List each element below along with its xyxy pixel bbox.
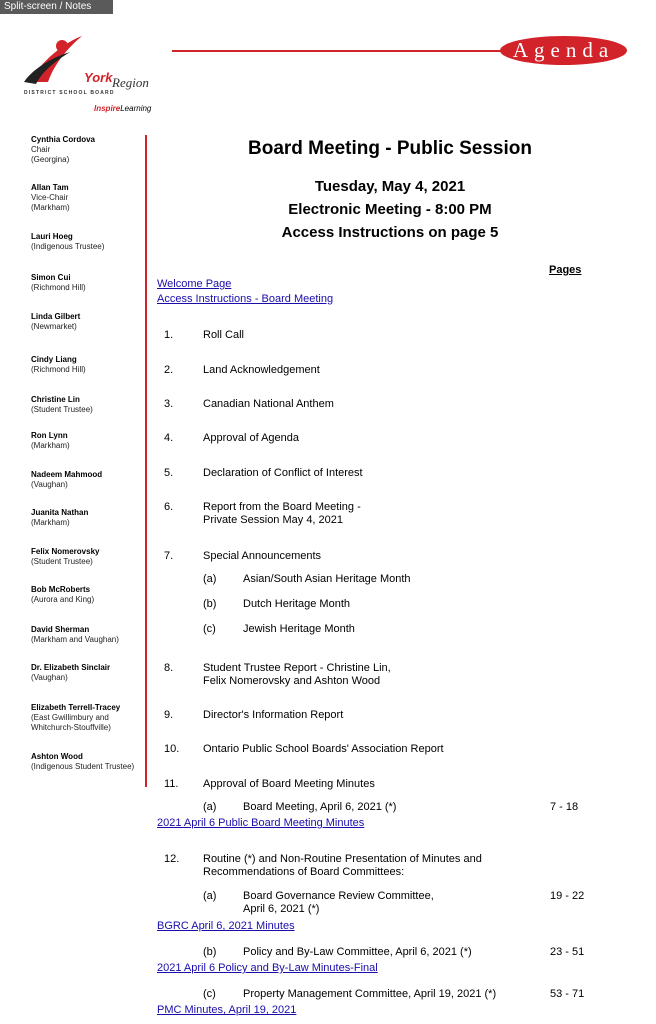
trustee-entry [31, 273, 143, 293]
trustee-name: Christine Lin [31, 395, 80, 404]
york-region-logo [20, 32, 170, 122]
meeting-type: Electronic Meeting - 8:00 PM [288, 201, 492, 218]
bgrc-minutes-link[interactable]: BGRC April 6, 2021 Minutes [157, 920, 295, 932]
agenda-item-number: 3. [164, 398, 174, 410]
trustee-entry [31, 752, 143, 772]
trustee-entry [31, 625, 143, 645]
agenda-item-text: Canadian National Anthem [203, 398, 334, 410]
agenda-item-text: Student Trustee Report - Christine Lin, Felix Nomerovsky and Ashton Wood [203, 662, 391, 687]
sub-item-text: Policy and By-Law Committee, April 6, 2021 (*) [243, 946, 472, 958]
access-instructions-link[interactable]: Access Instructions - Board Meeting [157, 293, 334, 305]
trustee-area: (Markham and Vaughan) [31, 635, 119, 644]
agenda-item-number: 5. [164, 467, 174, 479]
pmc-minutes-link[interactable]: PMC Minutes, April 19, 2021 [157, 1004, 297, 1016]
trustee-name: Lauri Hoeg [31, 232, 73, 241]
trustee-name: Nadeem Mahmood [31, 470, 103, 479]
agenda-item-text: Special Announcements [203, 550, 322, 562]
trustee-name: Allan Tam [31, 183, 69, 192]
agenda-item-number: 1. [164, 329, 174, 341]
agenda-item-text: Approval of Board Meeting Minutes [203, 778, 375, 790]
agenda-item-text: Approval of Agenda [203, 432, 300, 444]
page-range: 23 - 51 [550, 946, 585, 958]
agenda-item-text: Declaration of Conflict of Interest [203, 467, 363, 479]
trustee-entry [31, 431, 143, 451]
sub-item-text: Board Governance Review Committee, April 6, 2021 (*) [243, 890, 434, 915]
trustee-area: (Richmond Hill) [31, 365, 86, 374]
trustee-entry [31, 232, 143, 252]
trustee-name: David Sherman [31, 625, 90, 634]
sub-item-letter: (b) [203, 946, 217, 958]
page-range: 7 - 18 [550, 801, 579, 813]
sidebar-divider [145, 135, 147, 787]
trustee-entry [31, 135, 143, 165]
trustee-area: (Richmond Hill) [31, 283, 86, 292]
sub-item-text: Jewish Heritage Month [243, 623, 355, 635]
logo-region-text: Region [112, 75, 149, 90]
agenda-item-number: 11. [164, 778, 179, 790]
trustee-entry [31, 355, 143, 375]
split-screen-notes-button[interactable]: Split-screen / Notes [0, 0, 113, 14]
sub-item-text: Property Management Committee, April 19, 2021 (*) [243, 988, 497, 1000]
trustee-entry [31, 663, 143, 683]
agenda-item-number: 8. [164, 662, 174, 674]
agenda-item-number: 7. [164, 550, 174, 562]
agenda-item-text: Routine (*) and Non-Routine Presentation of Minutes and Recommendations of Board Committees: [203, 853, 482, 878]
trustee-area: (East Gwillimbury and Whitchurch-Stouffville) [31, 713, 111, 732]
trustee-name: Felix Nomerovsky [31, 547, 100, 556]
agenda-item-number: 6. [164, 501, 174, 513]
trustee-name: Cindy Liang [31, 355, 77, 364]
trustee-entry [31, 508, 143, 528]
trustee-entry [31, 183, 143, 213]
sub-item-letter: (c) [203, 988, 216, 1000]
agenda-item-text: Ontario Public School Boards' Association Report [203, 743, 444, 755]
sub-item-text: Board Meeting, April 6, 2021 (*) [243, 801, 397, 813]
trustee-area: (Markham) [31, 518, 70, 527]
trustee-area: (Markham) [31, 203, 70, 212]
sub-item-letter: (a) [203, 890, 217, 902]
trustee-area: (Indigenous Student Trustee) [31, 762, 135, 771]
page-title: Board Meeting - Public Session [248, 138, 532, 159]
trustee-name: Linda Gilbert [31, 312, 81, 321]
trustee-name: Ashton Wood [31, 752, 83, 761]
pages-column-header: Pages [549, 264, 582, 276]
york-logo-swoosh-icon [20, 32, 90, 87]
welcome-page-link[interactable]: Welcome Page [157, 278, 232, 290]
sub-item-letter: (c) [203, 623, 216, 635]
agenda-item-number: 4. [164, 432, 174, 444]
trustee-area: (Vaughan) [31, 480, 68, 489]
trustee-area: (Student Trustee) [31, 405, 93, 414]
agenda-item-text: Director's Information Report [203, 709, 344, 721]
page-range: 53 - 71 [550, 988, 585, 1000]
trustee-name: Bob McRoberts [31, 585, 91, 594]
trustee-name: Elizabeth Terrell-Tracey [31, 703, 121, 712]
page-range: 19 - 22 [550, 890, 585, 902]
logo-inspire-learning: InspireLearning [94, 104, 152, 113]
trustee-entry [31, 547, 143, 567]
logo-york-text: York [84, 70, 113, 85]
trustee-role: Chair [31, 145, 51, 154]
apr6-minutes-link[interactable]: 2021 April 6 Public Board Meeting Minutes [157, 817, 365, 829]
trustee-area: (Indigenous Trustee) [31, 242, 105, 251]
trustee-entry [31, 395, 143, 415]
policy-minutes-link[interactable]: 2021 April 6 Policy and By-Law Minutes-Final [157, 962, 378, 974]
agenda-item-number: 10. [164, 743, 180, 755]
agenda-item-text: Land Acknowledgement [203, 364, 320, 376]
agenda-item-number: 2. [164, 364, 174, 376]
agenda-badge: Agenda [500, 36, 627, 65]
trustee-area: (Georgina) [31, 155, 70, 164]
trustee-entry [31, 703, 143, 733]
trustee-name: Simon Cui [31, 273, 71, 282]
trustee-entry [31, 312, 143, 332]
agenda-item-number: 9. [164, 709, 174, 721]
trustee-area: (Newmarket) [31, 322, 77, 331]
trustee-entry [31, 585, 143, 605]
sub-item-letter: (a) [203, 573, 217, 585]
logo-board-text: DISTRICT SCHOOL BOARD [24, 90, 115, 96]
trustee-name: Juanita Nathan [31, 508, 89, 517]
trustee-name: Cynthia Cordova [31, 135, 96, 144]
sub-item-text: Asian/South Asian Heritage Month [243, 573, 411, 585]
trustee-area: (Student Trustee) [31, 557, 93, 566]
trustee-name: Dr. Elizabeth Sinclair [31, 663, 111, 672]
sub-item-letter: (b) [203, 598, 217, 610]
header-divider [172, 50, 502, 52]
trustee-area: (Markham) [31, 441, 70, 450]
sub-item-text: Dutch Heritage Month [243, 598, 350, 610]
access-note: Access Instructions on page 5 [281, 224, 499, 241]
meeting-date: Tuesday, May 4, 2021 [314, 178, 466, 195]
agenda-item-text: Report from the Board Meeting - Private Session May 4, 2021 [203, 501, 361, 526]
agenda-item-text: Roll Call [203, 329, 244, 341]
trustee-name: Ron Lynn [31, 431, 68, 440]
sub-item-letter: (a) [203, 801, 217, 813]
trustee-entry [31, 470, 143, 490]
trustee-role: Vice-Chair [31, 193, 69, 202]
trustee-area: (Vaughan) [31, 673, 68, 682]
trustee-area: (Aurora and King) [31, 595, 95, 604]
agenda-item-number: 12. [164, 853, 180, 865]
